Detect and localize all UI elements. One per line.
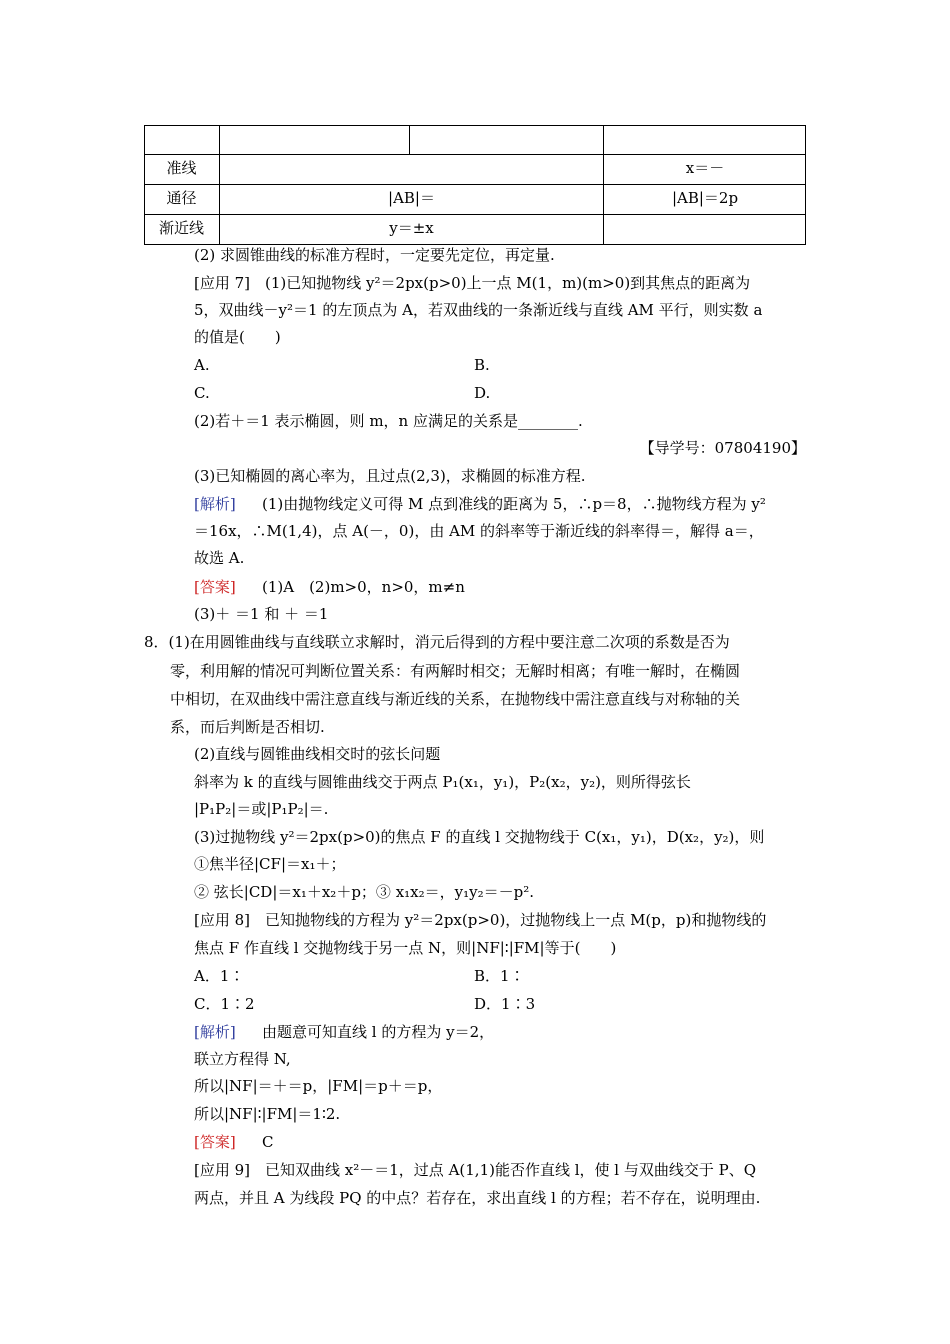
cell-latus-rectum-parabola: |AB|＝2p [671,189,739,207]
choice-b: B．1∶ [474,967,525,985]
cell-asymptote-hyperbola: y＝±x [389,219,434,237]
choice-d: D. [474,384,491,402]
row-label-asymptote: 渐近线 [158,219,204,237]
text-line: ＝16x，∴M(1,4)，点 A(－，0)，由 AM 的斜率等于渐近线的斜率得＝，解得 a＝， [194,522,764,540]
text-line: 中相切，在双曲线中需注意直线与渐近线的关系，在抛物线中需注意直线与对称轴的关 [170,690,741,708]
text-line: 所以|NF|∶|FM|＝1∶2. [194,1105,341,1123]
text-line: (2)若＋＝1 表示椭圆，则 m，n 应满足的关系是________. [194,412,583,430]
text-line: [应用 9] 已知双曲线 x²－＝1，过点 A(1,1)能否作直线 l，使 l 与双曲线交于 P、Q [194,1161,757,1179]
choice-c: C. [194,384,210,402]
text-line: (2) 求圆锥曲线的标准方程时，一定要先定位，再定量. [194,246,555,264]
text-line: [应用 8] 已知抛物线的方程为 y²＝2px(p>0)，过抛物线上一点 M(p，p)和抛物线的 [194,911,767,929]
analysis-tag: [解析] [194,1023,236,1041]
guide-number: 【导学号：07804190】 [639,439,806,457]
text-line: 故选 A. [194,549,245,567]
row-label-latus-rectum: 通径 [166,189,197,207]
text-line: |P₁P₂|＝或|P₁P₂|＝. [194,800,329,818]
text-line: ② 弦长|CD|＝x₁＋x₂＋p；③ x₁x₂＝，y₁y₂＝－p². [194,883,534,901]
choice-c: C．1∶2 [194,995,255,1013]
answer-tag: [答案] [194,1133,236,1151]
table-rule [409,125,410,155]
text-line: (2)直线与圆锥曲线相交时的弦长问题 [194,745,441,763]
text-line: 两点，并且 A 为线段 PQ 的中点？若存在，求出直线 l 的方程；若不存在，说明理由. [194,1189,761,1207]
table-rule [144,125,806,126]
text-line: ①焦半径|CF|＝x₁＋； [194,855,346,873]
choice-a: A．1∶ [194,967,245,985]
cell-latus-rectum-ellipse-hyperbola: |AB|＝ [388,189,435,207]
text-line: 系，而后判断是否相切. [170,718,325,736]
cell-directrix-parabola: x＝－ [685,159,725,177]
table-rule [805,125,806,245]
choice-a: A. [194,356,210,374]
table-rule [144,154,806,155]
text-line: 由题意可知直线 l 的方程为 y＝2， [262,1023,495,1041]
table-rule [144,214,806,215]
text-line: 零，利用解的情况可判断位置关系：有两解时相交；无解时相离；有唯一解时，在椭圆 [170,662,741,680]
text-line: 斜率为 k 的直线与圆锥曲线交于两点 P₁(x₁，y₁)，P₂(x₂，y₂)，则所得弦长 [194,773,691,791]
table-rule [603,125,604,245]
text-line: (1)A (2)m>0，n>0，m≠n [262,578,465,596]
table-rule [144,184,806,185]
text-line: 联立方程得 N, [194,1050,291,1068]
choice-b: B. [474,356,490,374]
text-line: (1)由抛物线定义可得 M 点到准线的距离为 5，∴p＝8，∴抛物线方程为 y² [262,495,766,513]
answer-tag: [答案] [194,578,236,596]
text-line: 8．(1)在用圆锥曲线与直线联立求解时，消元后得到的方程中要注意二次项的系数是否为 [144,633,730,651]
conic-comparison-table [144,125,806,244]
text-line: (3)过抛物线 y²＝2px(p>0)的焦点 F 的直线 l 交抛物线于 C(x₁，y₁)，D(x₂，y₂)，则 [194,828,765,846]
text-line: 所以|NF|＝＋＝p，|FM|＝p＋＝p， [194,1077,443,1095]
text-line: 的值是( ) [194,328,281,346]
text-line: C [262,1133,274,1151]
row-label-directrix: 准线 [166,159,197,177]
text-line: (3)已知椭圆的离心率为，且过点(2,3)，求椭圆的标准方程. [194,467,586,485]
text-line: [应用 7] (1)已知抛物线 y²＝2px(p>0)上一点 M(1，m)(m>0)到其焦点的距离为 [194,274,751,292]
text-line: (3)＋ ＝1 和 ＋ ＝1 [194,605,329,623]
text-line: 焦点 F 作直线 l 交抛物线于另一点 N，则|NF|∶|FM|等于( ) [194,939,617,957]
analysis-tag: [解析] [194,495,236,513]
choice-d: D．1∶3 [474,995,536,1013]
text-line: 5，双曲线－y²＝1 的左顶点为 A，若双曲线的一条渐近线与直线 AM 平行，则实数 a [194,301,763,319]
